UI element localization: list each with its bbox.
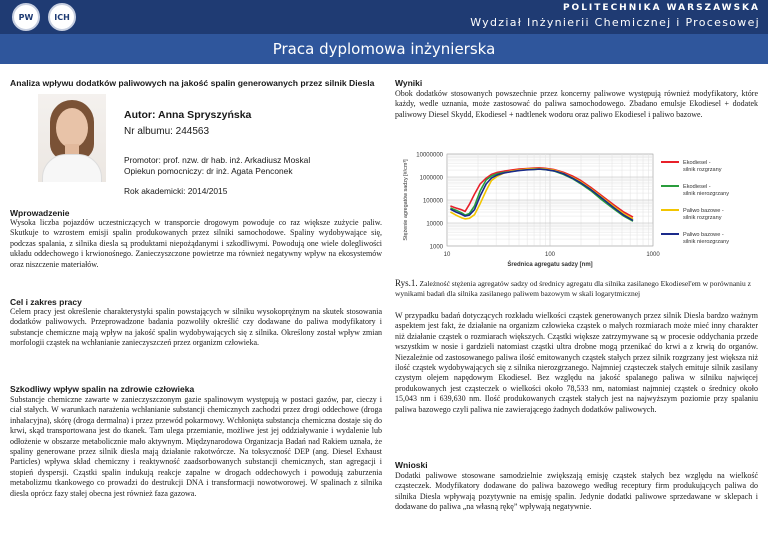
header-bar bbox=[0, 0, 768, 34]
opiekun: Opiekun pomocniczy: dr inż. Agata Penconek bbox=[124, 166, 293, 176]
author-name: Autor: Anna Spryszyńska bbox=[124, 109, 252, 121]
caption-text: Zależność stężenia agregatów sadzy od średnicy agregatu dla silnika zasilanego Ekodiesel'em w porównaniu z wynikami badań dla silnika zasilanego paliwem bazowym w skali logarytmicznej bbox=[395, 279, 751, 298]
promotor: Promotor: prof. nzw. dr hab. inż. Arkadiusz Moskal bbox=[124, 155, 311, 165]
legend-label-3: Paliwo bazowe - bbox=[683, 208, 724, 214]
academic-year: Rok akademicki: 2014/2015 bbox=[124, 186, 228, 196]
legend-label-1-line2: silnik rozgrzany bbox=[683, 167, 722, 173]
y-tick-label: 100000 bbox=[422, 198, 443, 205]
section-text-szkodliwy: Substancje chemiczne zawarte w zanieczyszczonym gazie spalinowym występują w postaci gazów, par, cieczy i ciał stałych. W warunkach narażenia wchłanianie substancji chemicznych zachodzi przez drogi oddechowe (droga inhalacyjna), skórę (droga dermalna) i przez przewód pokarmowy. Wchłonięta substancja chemiczna dostaje się do krwi, skąd transportowana jest do tkanek. Tam ulega przemianie, możliwe jest jej oddziaływanie i wydalenie lub odłożenie w obszarze metabolicznie mało aktywnym. Międzynarodowa Organizacja Badań nad Rakiem uznała, że spaliny generowane przez silnik diesla mają działanie rakotwórcze. Na toksyczność DEP (ang. Diesel Exhaust Particles) wpływa skład chemiczny i reaktywność zaadsorbowanych substancji chemicznych, stan agregacji i stopień dyspersji. Cząstki spalin indukują reakcje zapalne w drogach oddechowych i powodują zaburzenia metabolizmu tkankowego co prowadzi do destrukcji DNA i transformacji nowotworowej. W spalinach z silnika diesla oprócz fazy stałej obecna jest również faza gazowa. bbox=[10, 395, 382, 498]
legend-label-2-line2: silnik nierozgrzany bbox=[683, 191, 730, 197]
thesis-subtitle: Analiza wpływu dodatków paliwowych na jakość spalin generowanych przez silnik Diesla bbox=[10, 78, 375, 88]
section-text-wyniki: Obok dodatków stosowanych powszechnie przez koncerny paliwowe występują również modyfikatory, które każdy, wedle uznania, może zastosować do paliwa samochodowego. Zbadano emulsje Ekodiesel + dodatek paliwowy Diesel Skydd, Ekodiesel + nadtlenek wodoru oraz paliwo Ekodiesel i paliwo bazowe. bbox=[395, 89, 758, 119]
university-name: POLITECHNIKA WARSZAWSKA bbox=[562, 3, 760, 13]
section-text-cel: Celem pracy jest określenie charakterystyki spalin powstających w silniku wysokoprężnym na skutek stosowania dodatków paliwowych. Przeprowadzone badania pozwoliły określić czy dodawane do paliwa modyfikatory i substancje chemiczne mają wpływ na jakość spalin wydobywających się z silnika. Określony został wpływ zmian morfologii cząstek na wchłanianie zanieczyszczeń przez organizm człowieka. bbox=[10, 307, 382, 348]
section-heading-wprowadzenie: Wprowadzenie bbox=[10, 208, 70, 218]
y-tick-label: 10000000 bbox=[416, 152, 443, 159]
section-text-analiza: W przypadku badań dotyczących rozkładu wielkości cząstek generowanych przez silnik Diesla bardzo ważnym aspektem jest fakt, że działanie na organizm człowieka cząstek o małych rozmiarach może mieć inny charakter niż działanie cząstek o rozmiarach większych. Cząstki większe zatrzymywane są w procesie oddychania przede wszystkim w nosie i gardzieli natomiast cząstki ultra drobne mogą przenikać do krwi a z krwią do organów. Niezależnie od zastosowanego paliwa ilość emitowanych cząstek stałych przez silnik rozgrzany jest większa niż ilość cząstek wydobywających się z silnika nierozgrzanego. Najmniej cząsteczek stałych emituje silnik zasilany czystym olejem napędowym Ekodiesel. Bez względu na jakość spalanego paliwa w silniku najwięcej produkowanych jest cząsteczek o wielkości około 78,533 nm, natomiast najmniej cząstek o średnicy około 15,043 nm i 639,630 nm. Ilość produkowanych cząstek stałych jest na najwyższym poziomie przy spalaniu paliwa bazowego czyli paliwa nie zawierającego żadnych dodatków paliwowych. bbox=[395, 311, 758, 414]
faculty-logo: ICH bbox=[48, 3, 76, 31]
album-number: Nr albumu: 244563 bbox=[124, 126, 210, 137]
caption-lead: Rys.1. bbox=[395, 278, 418, 288]
section-heading-szkodliwy: Szkodliwy wpływ spalin na zdrowie człowieka bbox=[10, 384, 195, 394]
section-heading-cel: Cel i zakres pracy bbox=[10, 297, 82, 307]
x-tick-label: 100 bbox=[544, 252, 556, 258]
figure-caption bbox=[395, 279, 758, 298]
x-tick-label: 10 bbox=[443, 252, 451, 258]
legend-label-3-line2: silnik rozgrzany bbox=[683, 215, 722, 221]
x-tick-label: 1000 bbox=[646, 252, 660, 258]
faculty-name: Wydział Inżynierii Chemicznej i Procesowej bbox=[470, 16, 760, 29]
x-axis-label: Średnica agregatu sadzy [nm] bbox=[507, 262, 593, 268]
y-axis-label: Stężenie agregatów sadzy [#/cm³] bbox=[403, 159, 409, 241]
supervisors bbox=[124, 155, 310, 177]
y-tick-label: 10000 bbox=[426, 221, 443, 228]
author-photo bbox=[38, 94, 106, 182]
legend-label-4: Paliwo bazowe - bbox=[683, 232, 724, 238]
poster-title: Praca dyplomowa inżynierska bbox=[0, 34, 768, 64]
section-heading-wyniki: Wyniki bbox=[395, 78, 423, 88]
legend-label-4-line2: silnik nierozgrzany bbox=[683, 239, 730, 245]
university-logo: PW bbox=[12, 3, 40, 31]
section-text-wprowadzenie: Wysoka liczba pojazdów uczestniczących w transporcie drogowym powoduje co raz większe zużycie paliw. Skutkuje to wzrostem emisji spalin produkowanych przez silniki samochodowe. Spaliny wydobywające się, podczas spalania, z silnika diesla są produktami niepożądanymi i szkodliwymi. Powodują one wiele dolegliwości układu oddechowego i krwionośnego. Zanieczyszczone powietrze ma również negatywny wpływ na ekosystemów oraz niszczenie materiałów. bbox=[10, 218, 382, 269]
chart-svg bbox=[395, 150, 760, 278]
particle-size-chart bbox=[395, 150, 760, 278]
y-tick-label: 1000 bbox=[429, 244, 443, 251]
legend-label-2: Ekodiesel - bbox=[683, 184, 711, 190]
y-tick-label: 1000000 bbox=[419, 175, 443, 182]
legend-label-1: Ekodiesel - bbox=[683, 160, 711, 166]
section-heading-wnioski: Wnioski bbox=[395, 460, 428, 470]
section-text-wnioski: Dodatki paliwowe stosowane samodzielnie zwiększają emisję cząstek stałych bez względu na wielkość cząsteczek. Modyfikatory dodawane do paliwa bazowego według receptury firm produkujących paliwa do silnika Diesla wpływają pozytywnie na emisję spalin. Jedynie dodatki paliwowe sprzedawane w sklepach i dodawane do paliwa „na własną rękę” wpływają negatywnie. bbox=[395, 471, 758, 512]
